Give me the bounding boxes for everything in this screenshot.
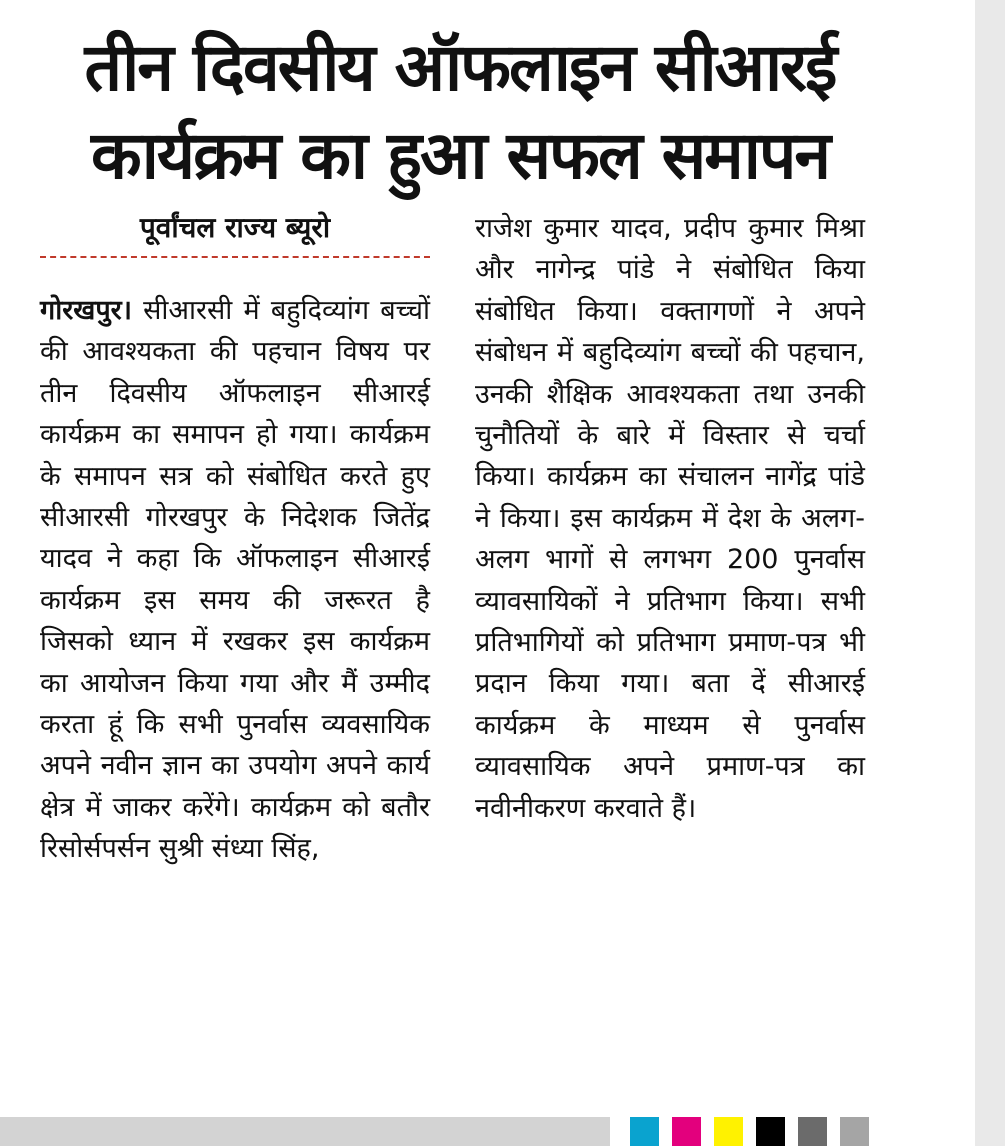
print-bottom-bar <box>0 1117 610 1146</box>
headline <box>20 24 900 200</box>
article-column-1-text: सीआरसी में बहुदिव्यांग बच्चों की आवश्यकता की पहचान विषय पर तीन दिवसीय ऑफलाइन सीआरई कार्यक्रम का समापन हो गया। कार्यक्रम के समापन सत्र को संबोधित करते हुए सीआरसी गोरखपुर के निदेशक जितेंद्र यादव ने कहा कि ऑफलाइन सीआरई कार्यक्रम इस समय की जरूरत है जिसको ध्यान में रखकर इस कार्यक्रम का आयोजन किया गया और मैं उम्मीद करता हूं कि सभी पुनर्वास व्यवसायिक अपने नवीन ज्ञान का उपयोग अपने कार्य क्षेत्र में जाकर करेंगे। कार्यक्रम को बतौर रिसोर्सपर्सन सुश्री संध्या सिंह, <box>40 295 430 865</box>
color-swatch-dark-gray <box>798 1117 827 1146</box>
color-swatch-light-gray <box>840 1117 869 1146</box>
article-column-1 <box>40 290 430 870</box>
dateline: गोरखपुर। <box>40 295 132 326</box>
byline-divider <box>40 256 430 258</box>
headline-line-1: तीन दिवसीय ऑफलाइन सीआरई <box>84 29 836 106</box>
color-swatch-magenta <box>672 1117 701 1146</box>
headline-line-2: कार्यक्रम का हुआ सफल समापन <box>91 117 829 194</box>
color-swatch-yellow <box>714 1117 743 1146</box>
byline: पूर्वांचल राज्य ब्यूरो <box>139 211 331 244</box>
color-swatch-cyan <box>630 1117 659 1146</box>
article-column-2: राजेश कुमार यादव, प्रदीप कुमार मिश्रा और नागेन्द्र पांडे ने संबोधित किया संबोधित किया। वक्तागणों ने अपने संबोधन में बहुदिव्यांग बच्चों की पहचान, उनकी शैक्षिक आवश्यकता तथा उनकी चुनौतियों के बारे में विस्तार से चर्चा किया। कार्यक्रम का संचालन नागेंद्र पांडे ने किया। इस कार्यक्रम में देश के अलग-अलग भागों से लगभग 200 पुनर्वास व्यावसायिकों ने प्रतिभाग किया। सभी प्रतिभागियों को प्रतिभाग प्रमाण-पत्र भी प्रदान किया गया। बता दें सीआरई कार्यक्रम के माध्यम से पुनर्वास व्यावसायिक अपने प्रमाण-पत्र का नवीनीकरण करवाते हैं। <box>475 213 865 824</box>
color-swatch-black <box>756 1117 785 1146</box>
page-edge-strip <box>975 0 1005 1146</box>
